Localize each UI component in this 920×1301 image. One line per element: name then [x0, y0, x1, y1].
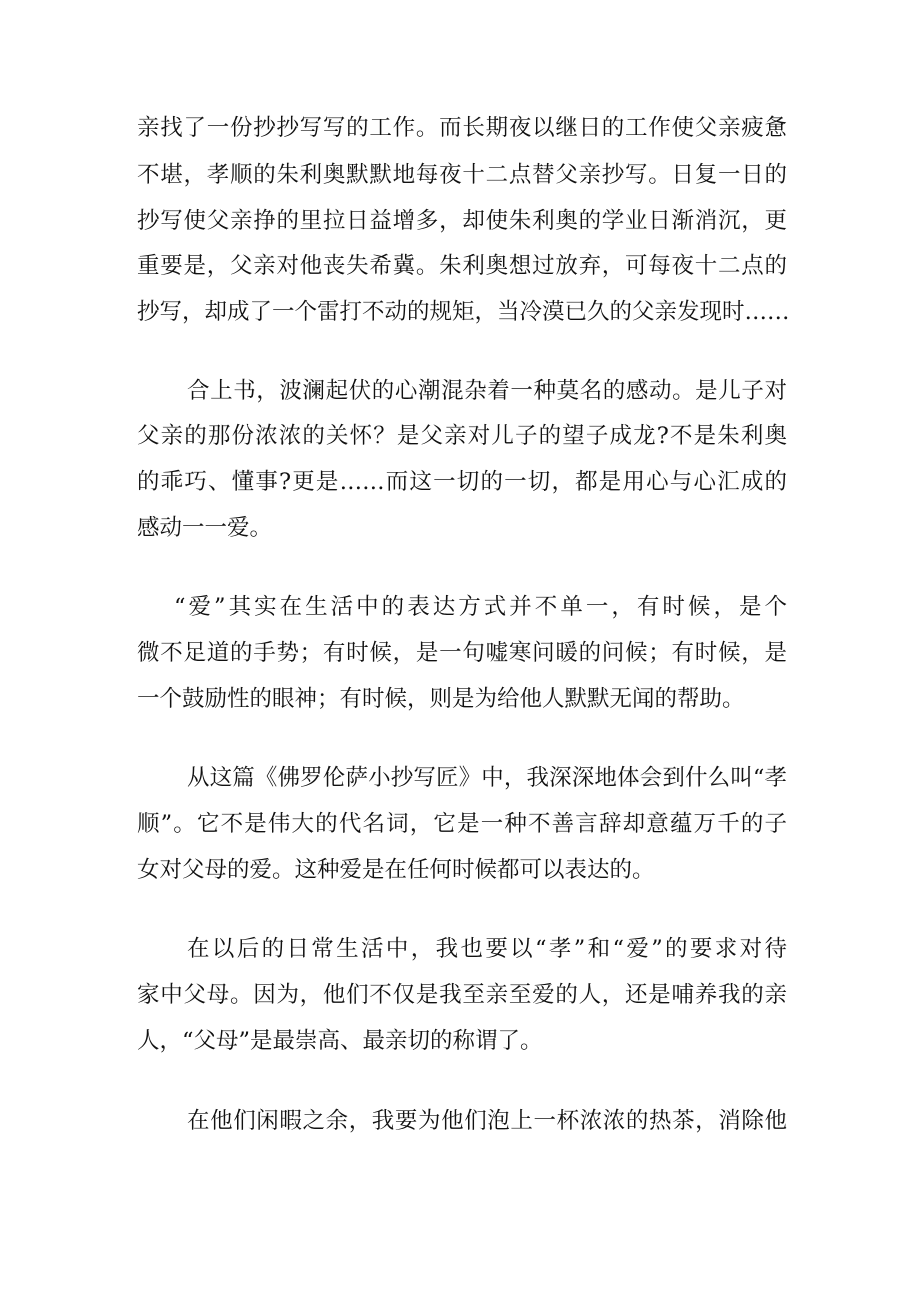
text-line: 在以后的日常生活中，我也要以“孝”和“爱”的要求对待 [187, 936, 787, 962]
text-line: 的乖巧、懂事?更是……而这一切的一切，都是用心与心汇成的 [137, 469, 787, 495]
text-line: 微不足道的手势；有时候，是一句嘘寒问暖的问候；有时候，是 [137, 640, 787, 666]
text-line: 人，“父母”是最崇高、最亲切的称谓了。 [137, 1028, 543, 1054]
text-line: 抄写，却成了一个雷打不动的规矩，当冷漠已久的父亲发现时…… [137, 299, 790, 325]
text-line: 在他们闲暇之余，我要为他们泡上一杯浓浓的热茶，消除他 [187, 1108, 787, 1134]
text-line: 女对父母的爱。这种爱是在任何时候都可以表达的。 [137, 857, 655, 883]
text-line: 顺”。它不是伟大的代名词，它是一种不善言辞却意蕴万千的子 [137, 811, 787, 837]
text-line: 父亲的那份浓浓的关怀？是父亲对儿子的望子成龙?不是朱利奥 [137, 423, 787, 449]
text-line: 感动一一爱。 [137, 515, 273, 541]
text-line: “爱”其实在生活中的表达方式并不单一，有时候，是个 [174, 594, 787, 620]
text-line: 从这篇《佛罗伦萨小抄写匠》中，我深深地体会到什么叫“孝 [187, 765, 787, 791]
text-line: 重要是，父亲对他丧失希冀。朱利奥想过放弃，可每夜十二点的 [137, 253, 787, 279]
text-line: 亲找了一份抄抄写写的工作。而长期夜以继日的工作使父亲疲惫 [137, 115, 787, 141]
text-line: 合上书，波澜起伏的心潮混杂着一种莫名的感动。是儿子对 [187, 378, 787, 404]
text-line: 不堪，孝顺的朱利奥默默地每夜十二点替父亲抄写。日复一日的 [137, 162, 787, 188]
text-line: 家中父母。因为，他们不仅是我至亲至爱的人，还是哺养我的亲 [137, 982, 787, 1008]
text-line: 抄写使父亲挣的里拉日益增多，却使朱利奥的学业日渐消沉，更 [137, 208, 787, 234]
text-line: 一个鼓励性的眼神；有时候，则是为给他人默默无闻的帮助。 [137, 686, 745, 712]
